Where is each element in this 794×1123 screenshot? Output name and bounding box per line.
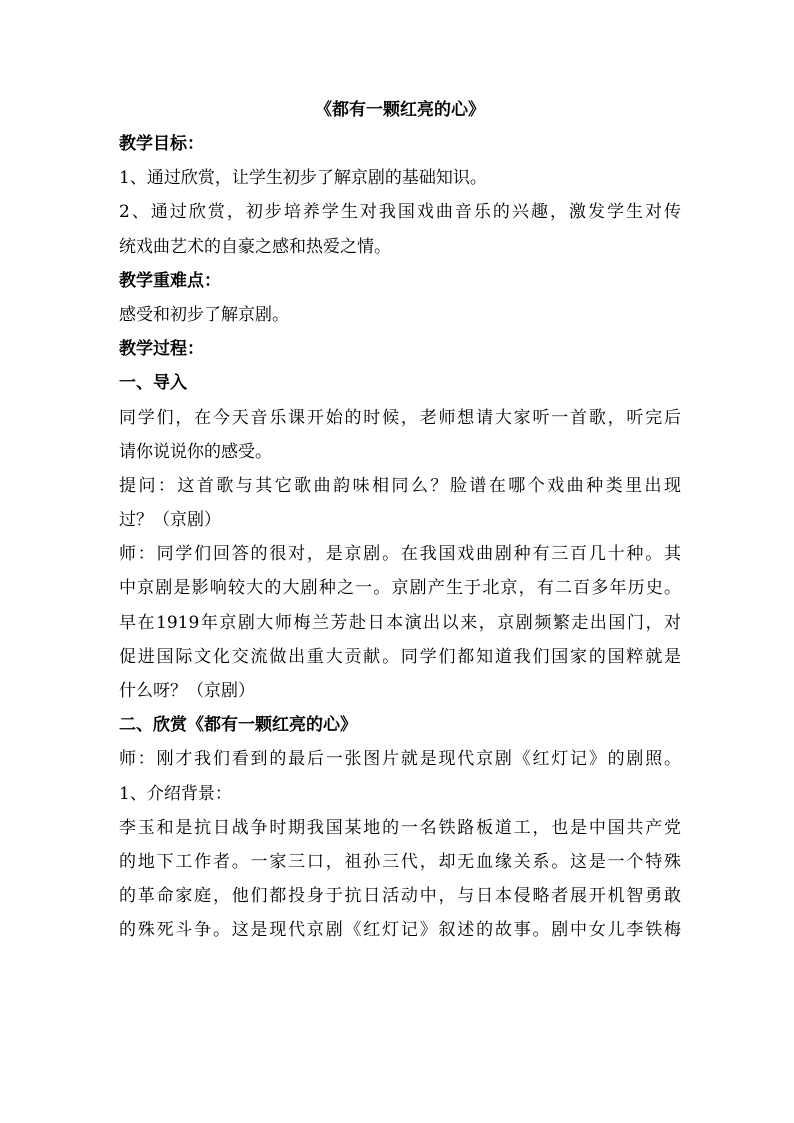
text-line: 李玉和是抗日战争时期我国某地的一名铁路板道工，也是中国共产党	[119, 817, 681, 838]
text-line: 请你说说你的感受。	[119, 441, 272, 462]
text-line: 的革命家庭，他们都投身于抗日活动中，与日本侵略者展开机智勇敢	[119, 886, 681, 907]
section-heading: 一、导入	[119, 373, 187, 394]
text-line: 1、介绍背景：	[119, 783, 232, 804]
text-line: 促进国际文化交流做出重大贡献。同学们都知道我们国家的国粹就是	[119, 646, 681, 667]
section-heading: 教学过程：	[119, 339, 204, 360]
text-line: 同学们，在今天音乐课开始的时候，老师想请大家听一首歌，听完后	[119, 407, 681, 428]
text-line: 师：刚才我们看到的最后一张图片就是现代京剧《红灯记》的剧照。	[119, 749, 681, 770]
text-line: 统戏曲艺术的自豪之感和热爱之情。	[119, 236, 391, 257]
document-title: 《都有一颗红亮的心》	[315, 100, 485, 120]
text-line: 师：同学们回答的很对，是京剧。在我国戏曲剧种有三百几十种。其	[119, 544, 681, 565]
text-line: 1、通过欣赏，让学生初步了解京剧的基础知识。	[119, 168, 487, 189]
text-line: 的殊死斗争。这是现代京剧《红灯记》叙述的故事。剧中女儿李铁梅	[119, 920, 681, 941]
section-heading: 教学重难点：	[119, 270, 221, 291]
text-line: 的地下工作者。一家三口，祖孙三代，却无血缘关系。这是一个特殊	[119, 851, 681, 872]
text-line: 什么呀？（京剧）	[119, 681, 255, 701]
section-heading: 二、欣赏《都有一颗红亮的心》	[119, 715, 357, 736]
text-line: 过？（京剧）	[119, 510, 221, 531]
text-line: 提问：这首歌与其它歌曲韵味相同么？脸谱在哪个戏曲种类里出现	[119, 475, 681, 496]
text-line: 中京剧是影响较大的大剧种之一。京剧产生于北京，有二百多年历史。	[119, 578, 681, 599]
section-heading: 教学目标：	[119, 134, 204, 154]
text-line: 2、通过欣赏，初步培养学生对我国戏曲音乐的兴趣，激发学生对传	[119, 202, 681, 223]
text-line: 感受和初步了解京剧。	[119, 304, 289, 325]
document-body	[119, 93, 681, 948]
text-line: 早在1919年京剧大师梅兰芳赴日本演出以来，京剧频繁走出国门，对	[119, 612, 681, 633]
document-text	[119, 127, 681, 948]
